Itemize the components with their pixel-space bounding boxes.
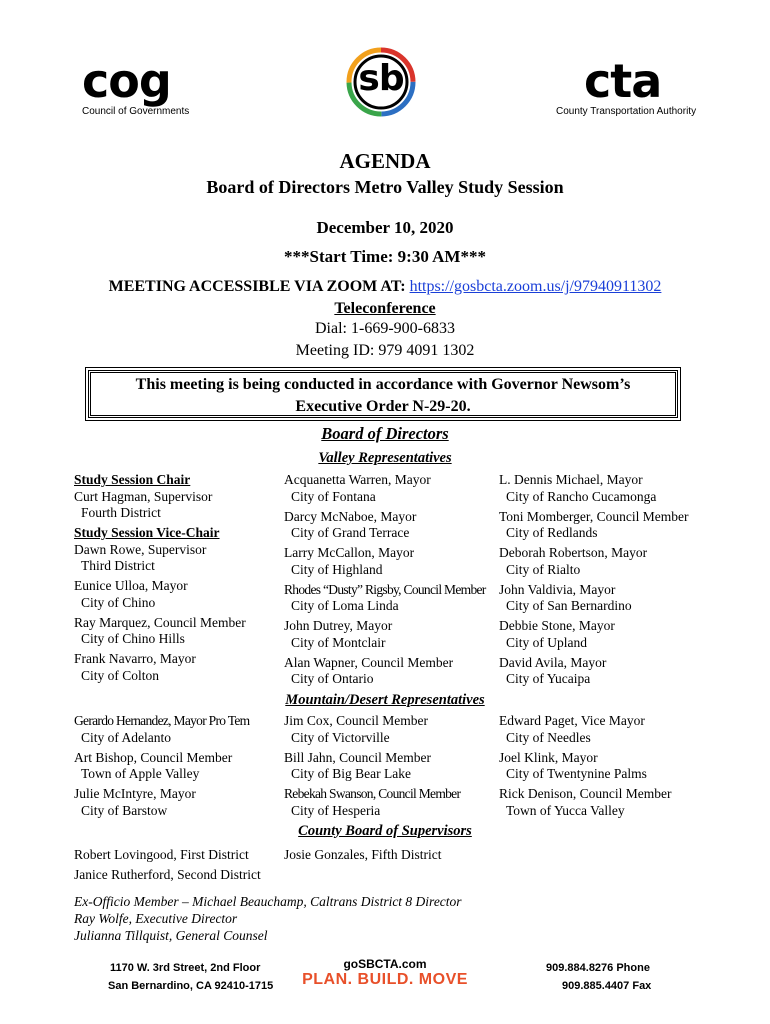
cog-logo-subtitle: Council of Governments bbox=[82, 106, 190, 117]
list-item: Joel Klink, Mayor City of Twentynine Palms bbox=[499, 749, 647, 781]
valley-column-2 bbox=[284, 472, 486, 691]
list-item: Rhodes “Dusty” Rigsby, Council Member City of Loma Linda bbox=[284, 581, 486, 613]
list-item: Jim Cox, Council Member City of Victorville bbox=[284, 713, 428, 745]
general-counsel: Julianna Tillquist, General Counsel bbox=[74, 928, 268, 943]
mountain-column-2 bbox=[284, 713, 460, 823]
sb-logo-word: sb bbox=[358, 58, 404, 99]
list-item: L. Dennis Michael, Mayor City of Rancho Cucamonga bbox=[499, 472, 657, 504]
list-item: Rick Denison, Council Member Town of Yucca Valley bbox=[499, 786, 672, 818]
list-item: Frank Navarro, Mayor City of Colton bbox=[74, 651, 196, 683]
list-item: Toni Momberger, Council Member City of Redlands bbox=[499, 508, 689, 540]
meeting-id: Meeting ID: 979 4091 1302 bbox=[295, 342, 475, 359]
county-column-1 bbox=[74, 845, 261, 885]
list-item: Edward Paget, Vice Mayor City of Needles bbox=[499, 713, 645, 745]
footer-website[interactable]: goSBCTA.com bbox=[343, 957, 427, 971]
zoom-link[interactable]: https://gosbcta.zoom.us/j/97940911302 bbox=[409, 278, 662, 295]
list-item: Bill Jahn, Council Member City of Big Bear Lake bbox=[284, 749, 431, 781]
list-item: David Avila, Mayor City of Yucaipa bbox=[499, 654, 607, 686]
footer-address-line-1: 1170 W. 3rd Street, 2nd Floor bbox=[110, 962, 261, 974]
governor-order-notice bbox=[88, 370, 678, 418]
county-board-heading: County Board of Supervisors bbox=[298, 823, 472, 839]
valley-column-1 bbox=[74, 472, 246, 688]
footer-fax: 909.885.4407 Fax bbox=[562, 980, 652, 992]
footer-phone: 909.884.8276 Phone bbox=[546, 962, 650, 974]
meeting-access-line bbox=[0, 278, 770, 296]
mountain-column-3 bbox=[499, 713, 671, 823]
list-item: Deborah Robertson, Mayor City of Rialto bbox=[499, 545, 648, 577]
cta-logo bbox=[556, 54, 697, 117]
list-item: Curt Hagman, Supervisor Fourth District bbox=[74, 488, 213, 520]
list-item: Alan Wapner, Council Member City of Ontario bbox=[284, 654, 454, 686]
meeting-access-label: MEETING ACCESSIBLE VIA ZOOM AT: bbox=[108, 278, 406, 295]
footer-tagline: PLAN. BUILD. MOVE bbox=[302, 971, 468, 988]
cta-logo-subtitle: County Transportation Authority bbox=[556, 106, 697, 117]
mountain-column-1 bbox=[74, 713, 249, 823]
list-item: Larry McCallon, Mayor City of Highland bbox=[284, 545, 415, 577]
list-item: Acquanetta Warren, Mayor City of Fontana bbox=[284, 472, 431, 504]
footer-address-line-2: San Bernardino, CA 92410-1715 bbox=[108, 980, 274, 992]
list-item: Art Bishop, Council Member Town of Apple Valley bbox=[74, 749, 233, 781]
list-item: Gerardo Hernandez, Mayor Pro Tem City of Adelanto bbox=[74, 713, 250, 745]
cog-logo-word: cog bbox=[82, 54, 171, 108]
dial-number: Dial: 1-669-900-6833 bbox=[315, 320, 455, 337]
list-item: Ray Marquez, Council Member City of Chino Hills bbox=[74, 614, 246, 646]
notice-line-2: Executive Order N-29-20. bbox=[295, 398, 471, 415]
board-title: Board of Directors Metro Valley Study Session bbox=[206, 177, 564, 197]
notice-line-1: This meeting is being conducted in accordance with Governor Newsom’s bbox=[135, 376, 631, 393]
footer-brand bbox=[300, 957, 470, 989]
list-item: Josie Gonzales, Fifth District bbox=[284, 847, 442, 862]
list-item: Janice Rutherford, Second District bbox=[74, 867, 261, 882]
study-session-chair-label: Study Session Chair bbox=[74, 472, 191, 487]
list-item: Robert Lovingood, First District bbox=[74, 847, 249, 862]
list-item: Debbie Stone, Mayor City of Upland bbox=[499, 618, 615, 650]
footer-address bbox=[108, 959, 273, 995]
list-item: Julie McIntyre, Mayor City of Barstow bbox=[74, 786, 196, 818]
meeting-date: December 10, 2020 bbox=[316, 218, 454, 237]
list-item: John Dutrey, Mayor City of Montclair bbox=[284, 618, 393, 650]
start-time: ***Start Time: 9:30 AM*** bbox=[284, 247, 486, 266]
executive-director: Ray Wolfe, Executive Director bbox=[74, 911, 238, 926]
list-item: Eunice Ulloa, Mayor City of Chino bbox=[74, 578, 188, 610]
ex-officio-block bbox=[74, 893, 462, 944]
valley-column-3 bbox=[499, 472, 688, 691]
list-item: Dawn Rowe, Supervisor Third District bbox=[74, 541, 207, 573]
list-item: Darcy McNaboe, Mayor City of Grand Terrace bbox=[284, 508, 417, 540]
valley-representatives-heading: Valley Representatives bbox=[318, 450, 452, 466]
sb-logo bbox=[345, 46, 417, 118]
study-session-vice-chair-label: Study Session Vice-Chair bbox=[74, 525, 220, 540]
ex-officio-member: Ex-Officio Member – Michael Beauchamp, Caltrans District 8 Director bbox=[74, 894, 462, 909]
list-item: Rebekah Swanson, Council Member City of Hesperia bbox=[284, 786, 461, 818]
teleconference-heading: Teleconference bbox=[334, 300, 436, 317]
agenda-title: AGENDA bbox=[339, 149, 431, 173]
county-column-2 bbox=[284, 845, 441, 865]
board-of-directors-heading: Board of Directors bbox=[321, 424, 449, 443]
footer-contact bbox=[546, 959, 651, 995]
cog-logo bbox=[82, 54, 190, 117]
mountain-desert-heading: Mountain/Desert Representatives bbox=[285, 692, 485, 708]
list-item: John Valdivia, Mayor City of San Bernardino bbox=[499, 581, 632, 613]
cta-logo-word: cta bbox=[584, 54, 662, 108]
